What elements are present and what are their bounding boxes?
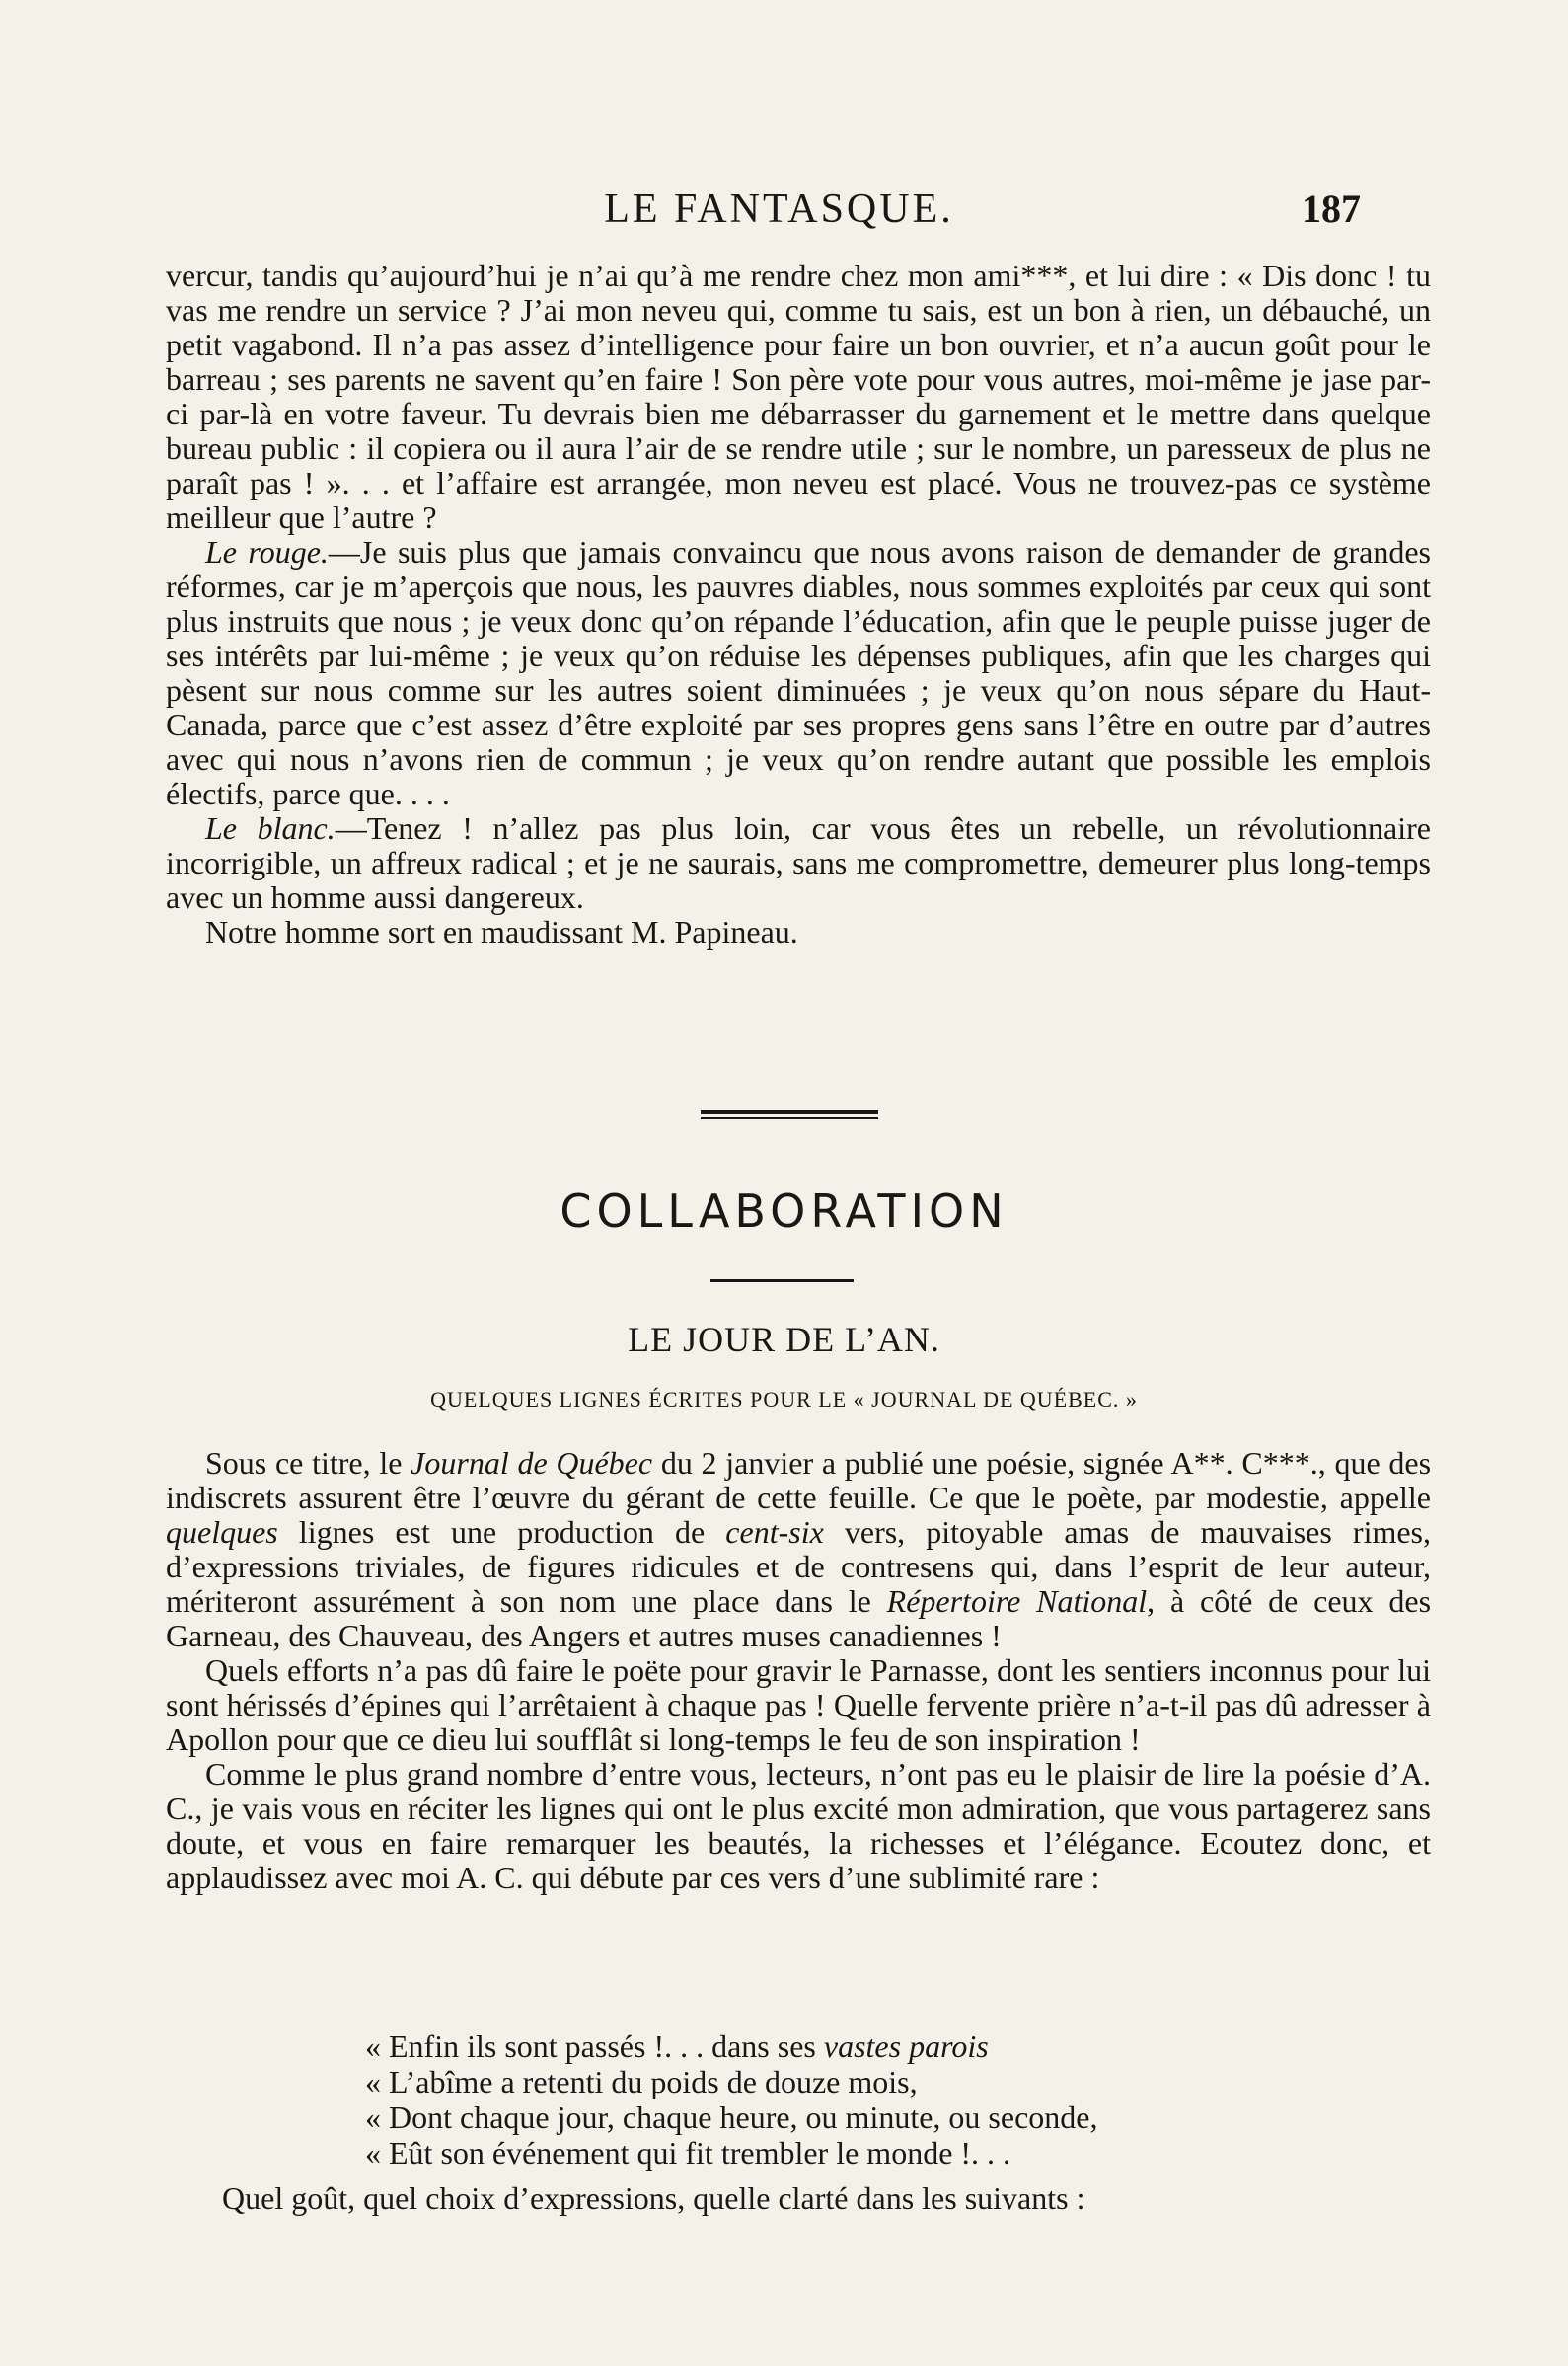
- dialogue-section: [166, 259, 1431, 950]
- page-header: [197, 186, 1361, 245]
- closing-line: Notre homme sort en maudissant M. Papineau.: [205, 914, 798, 950]
- repertoire-name: Répertoire National: [886, 1583, 1148, 1619]
- speaker-le-blanc: Le blanc.: [205, 810, 336, 846]
- paragraph-le-rouge: [166, 535, 1431, 811]
- section-divider: [701, 1110, 878, 1120]
- final-line: Quel goût, quel choix d’expressions, quelle clarté dans les suivants :: [222, 2180, 1085, 2216]
- article-paragraph-2: Quels efforts n’a pas dû faire le poëte pour gravir le Parnasse, dont les sentiers inconnus pour lui sont hérissés d’épines qui l’arrêtaient à chaque pas ! Quelle fervente prière n’a-t-il pas dû adresser à Apollon pour que ce dieu lui soufflât si long-temps le feu de son inspiration !: [166, 1652, 1431, 1757]
- paragraph-continued: vercur, tandis qu’aujourd’hui je n’ai qu’à me rendre chez mon ami***, et lui dire : « Dis donc ! tu vas me rendre un service ? J’ai mon neveu qui, comme tu sais, est un bon à rien, un débauché, un petit vagabond. Il n’a pas assez d’intelligence pour faire un bon ouvrier, et n’a aucun goût pour le barreau ; ses parents ne savent qu’en faire ! Son père vote pour vous autres, moi-même je jase par-ci par-là en votre faveur. Tu devrais bien me débarrasser du garnement et le mettre dans quelque bureau public : il copiera ou il aura l’air de se rendre utile ; sur le nombre, un paresseux de plus ne paraît pas ! ». . . et l’affaire est arrangée, mon neveu est placé. Vous ne trouvez-pas ce système meilleur que l’autre ?: [166, 258, 1431, 535]
- verse-line: « Enfin ils sont passés !. . . dans ses vastes parois: [365, 2028, 989, 2064]
- running-title: LE FANTASQUE.: [604, 187, 954, 232]
- article-body: [166, 1446, 1431, 1895]
- article-subtitle: QUELQUES LIGNES ÉCRITES POUR LE « JOURNAL DE QUÉBEC. »: [430, 1387, 1138, 1412]
- verse-line: « Eût son événement qui fit trembler le monde !. . .: [365, 2135, 1011, 2171]
- article-paragraph-1: Sous ce titre, le Journal de Québec du 2 janvier a publié une poésie, signée A**. C***., que des indiscrets assurent être l’œuvre du gérant de cette feuille. Ce que le poète, par modestie, appelle quelques lignes est une production de cent-six vers, pitoyable amas de mauvaises rimes, d’expressions triviales, de figures ridicules et de contresens qui, dans l’esprit de leur auteur, mériteront assurément à son nom une place dans le Répertoire National, à côté de ceux des Garneau, des Chauveau, des Angers et autres muses canadiennes !: [166, 1445, 1432, 1653]
- article-paragraph-3: Comme le plus grand nombre d’entre vous, lecteurs, n’ont pas eu le plaisir de lire la poésie d’A. C., je vais vous en réciter les lignes qui ont le plus excité mon admiration, que vous partagerez sans doute, et vous en faire remarquer les beautés, la richesses et l’élégance. Ecoutez donc, et applaudissez avec moi A. C. qui débute par ces vers d’une sublimité rare :: [166, 1756, 1431, 1895]
- section-title: COLLABORATION: [560, 1184, 1008, 1238]
- page-number: 187: [1302, 187, 1361, 231]
- article-title: LE JOUR DE L’AN.: [628, 1320, 940, 1359]
- paragraph-le-blanc: [166, 811, 1431, 915]
- verse-line: « L’abîme a retenti du poids de douze mois,: [365, 2064, 918, 2099]
- quoted-verses: [365, 2028, 1312, 2171]
- speaker-le-rouge: Le rouge.: [205, 534, 329, 570]
- blanc-text: —Tenez ! n’allez pas plus loin, car vous êtes un rebelle, un révolutionnaire incorrigible, un affreux radical ; et je ne saurais, sans me compromettre, demeurer plus long-temps avec un homme aussi dangereux.: [166, 810, 1432, 915]
- short-divider: [710, 1279, 854, 1282]
- journal-name: Journal de Québec: [411, 1445, 653, 1481]
- verse-line: « Dont chaque jour, chaque heure, ou minute, ou seconde,: [365, 2099, 1098, 2135]
- rouge-text: —Je suis plus que jamais convaincu que nous avons raison de demander de grandes réformes, car je m’aperçois que nous, les pauvres diables, nous sommes exploités par ceux qui sont plus instruits que nous ; je veux donc qu’on répande l’éducation, afin que le peuple puisse juger de ses intérêts par lui-même ; je veux qu’on réduise les dépenses publiques, afin que les charges qui pèsent sur nous comme sur les autres soient diminuées ; je veux qu’on nous sépare du Haut-Canada, parce que c’est assez d’être exploité par ses propres gens sans l’être en outre par d’autres avec qui nous n’avons rien de commun ; je veux qu’on rendre autant que possible les emplois électifs, parce que. . . .: [166, 534, 1431, 811]
